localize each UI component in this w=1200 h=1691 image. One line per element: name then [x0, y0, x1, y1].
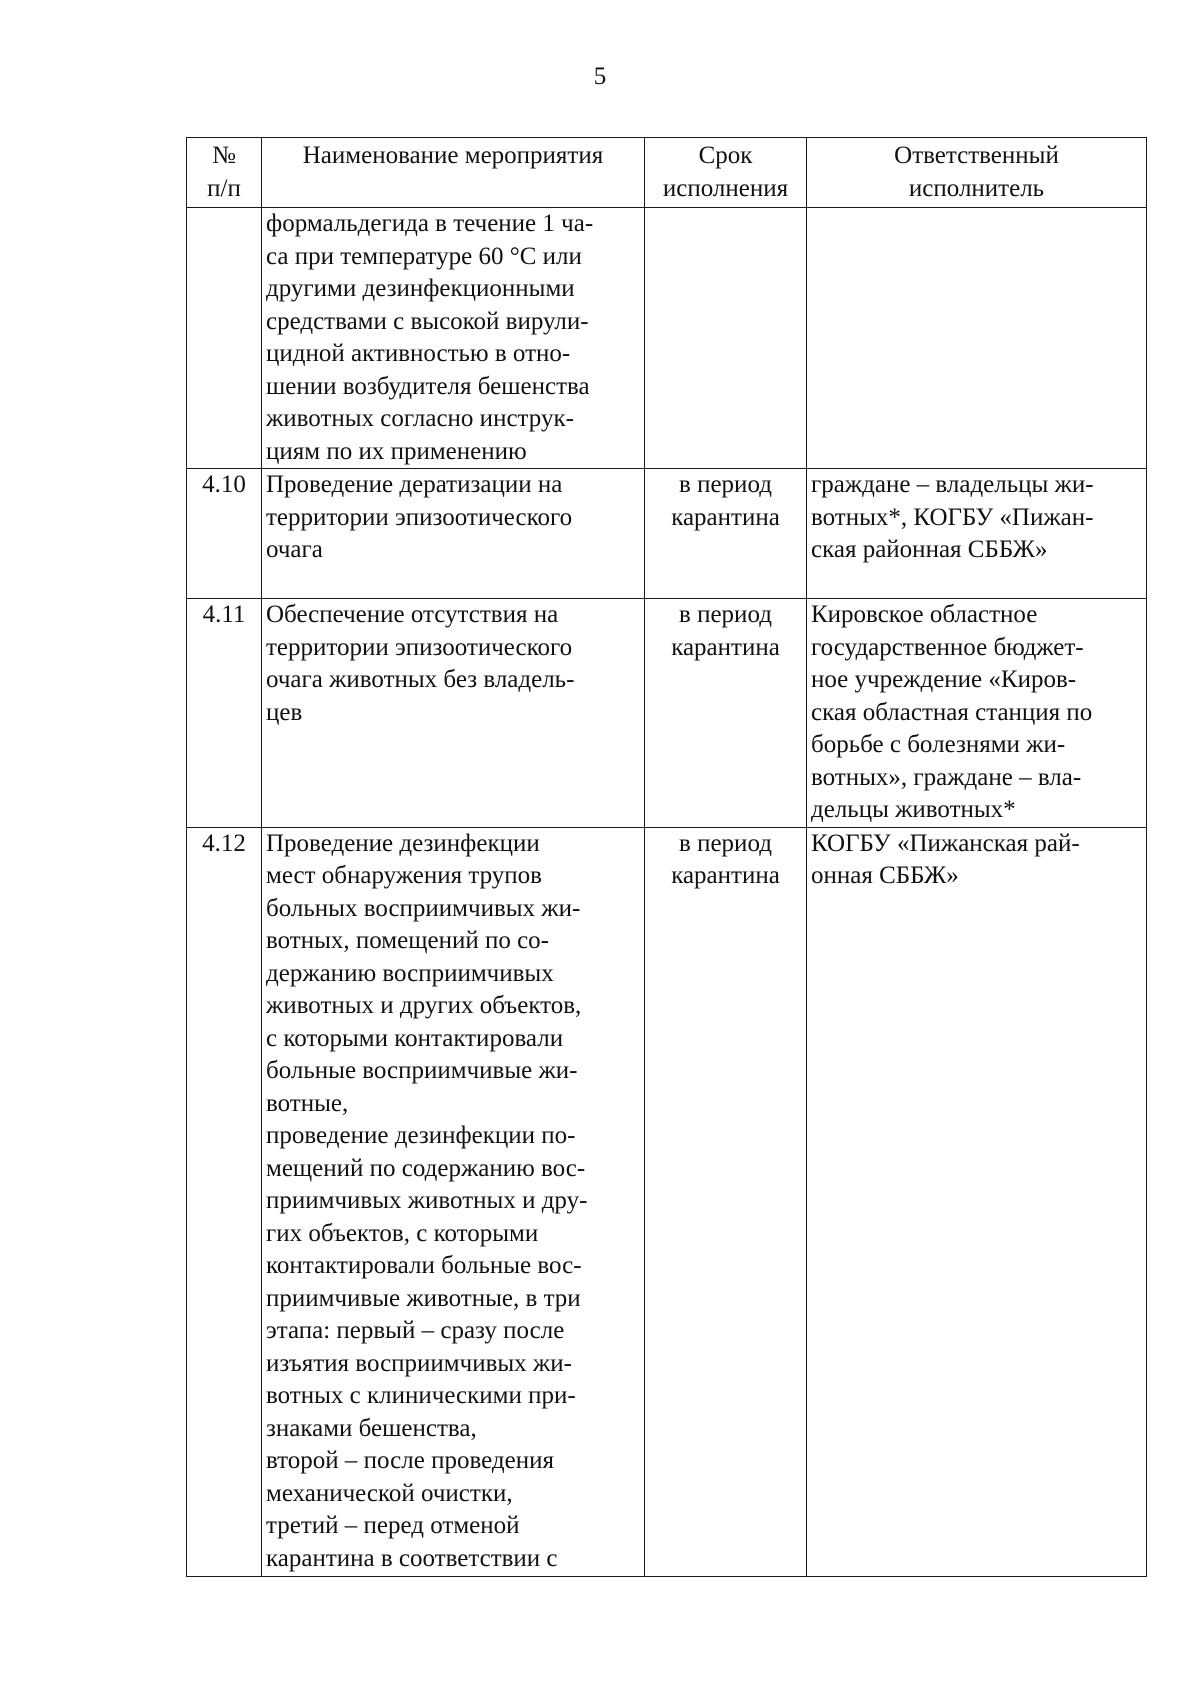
row-name-line: Проведение дератизации на: [266, 471, 563, 498]
row-name: [262, 469, 645, 599]
row-name-line: второй – после проведения: [266, 1447, 554, 1474]
header-responsible-line: исполнитель: [908, 174, 1045, 202]
row-number: [187, 208, 262, 469]
row-name-line: этапа: первый – сразу после: [266, 1317, 565, 1344]
row-responsible-line: граждане – владельцы жи-: [811, 471, 1094, 498]
row-name-line: карантина в соответствии с: [266, 1544, 558, 1572]
row-term: [645, 827, 807, 1576]
row-term: [645, 599, 807, 828]
row-name-line: приимчивых животных и дру-: [266, 1187, 588, 1214]
row-name-line: циям по их применению: [266, 437, 527, 465]
row-name-line: вотных, помещений по со-: [266, 927, 550, 954]
row-name-line: Обеспечение отсутствия на: [266, 601, 559, 628]
table-row-4-10: [187, 469, 1147, 599]
row-name-line: держанию восприимчивых: [266, 959, 554, 987]
header-number-line: №: [212, 142, 236, 169]
measures-table: [186, 137, 1147, 1577]
row-responsible-line: онная СББЖ»: [811, 862, 959, 889]
row-name: [262, 827, 645, 1576]
row-responsible-line: государственное бюджет-: [811, 633, 1084, 661]
row-responsible: [807, 208, 1147, 469]
row-name-line: са при температуре 60 °С или: [266, 242, 582, 270]
row-name-line: третий – перед отменой: [266, 1512, 520, 1539]
row-name-line: контактировали больные вос-: [266, 1252, 582, 1279]
row-name-line: приимчивые животные, в три: [266, 1284, 581, 1312]
row-name-line: шении возбудителя бешенства: [266, 372, 590, 400]
header-responsible: [807, 138, 1147, 208]
table-row-4-12: [187, 827, 1147, 1576]
row-name-line: вотных с клиническими при-: [266, 1382, 576, 1409]
row-term-line: в период: [679, 471, 772, 498]
row-name-line: больных восприимчивых жи-: [266, 894, 581, 922]
header-term-line: Срок: [698, 142, 753, 169]
row-term-line: карантина: [671, 633, 780, 661]
row-responsible-line: борьбе с болезнями жи-: [811, 731, 1066, 758]
row-name-line: средствами с высокой вирули-: [266, 307, 589, 335]
row-name-line: мещений по содержанию вос-: [266, 1154, 586, 1182]
table-row-continuation: [187, 208, 1147, 469]
row-name-line: изъятия восприимчивых жи-: [266, 1349, 572, 1377]
row-name-line: очага: [266, 536, 323, 563]
row-name-line: гих объектов, с которыми: [266, 1219, 539, 1247]
table-row-4-11: [187, 599, 1147, 828]
header-responsible-line: Ответственный: [894, 142, 1059, 169]
row-name-line: очага животных без владель-: [266, 666, 575, 693]
row-name-line: животных и других объектов,: [266, 992, 582, 1019]
row-responsible-line: ное учреждение «Киров-: [811, 666, 1077, 693]
row-name-line: знаками бешенства,: [266, 1414, 477, 1442]
row-number: 4.12: [187, 827, 262, 1576]
row-name-line: механической очистки,: [266, 1479, 513, 1507]
row-term-line: карантина: [671, 503, 780, 531]
row-name-line: вотные,: [266, 1089, 349, 1117]
row-name-line: мест обнаружения трупов: [266, 862, 542, 889]
row-term: [645, 208, 807, 469]
row-name-line: территории эпизоотического: [266, 503, 573, 531]
row-name-line: цев: [266, 698, 303, 726]
row-term-line: карантина: [671, 862, 780, 889]
row-responsible-line: дельцы животных*: [811, 796, 1016, 823]
table-header-row: [187, 138, 1147, 208]
header-name-line: Наименование мероприятия: [302, 142, 604, 169]
row-responsible: [807, 827, 1147, 1576]
header-term-line: исполнения: [662, 174, 789, 202]
row-responsible-line: вотных*, КОГБУ «Пижан-: [811, 503, 1094, 531]
row-term: [645, 469, 807, 599]
header-name: [262, 138, 645, 208]
row-number: 4.10: [187, 469, 262, 599]
row-name: [262, 208, 645, 469]
row-name-line: проведение дезинфекции по-: [266, 1122, 576, 1149]
row-responsible: [807, 599, 1147, 828]
row-term-line: в период: [679, 601, 772, 628]
row-name-line: животных согласно инструк-: [266, 405, 574, 432]
row-responsible-line: вотных», граждане – вла-: [811, 763, 1082, 791]
row-responsible-line: ская областная станция по: [811, 698, 1093, 726]
row-name-line: с которыми контактировали: [266, 1024, 564, 1052]
row-term-line: в период: [679, 829, 772, 857]
header-number-line: п/п: [207, 174, 241, 202]
row-responsible: [807, 469, 1147, 599]
row-name: [262, 599, 645, 828]
header-number: [187, 138, 262, 208]
row-name-line: цидной активностью в отно-: [266, 340, 571, 367]
row-name-line: больные восприимчивые жи-: [266, 1057, 578, 1084]
header-term: [645, 138, 807, 208]
row-name-line: формальдегида в течение 1 ча-: [266, 210, 594, 237]
row-responsible-line: ская районная СББЖ»: [811, 536, 1048, 563]
row-number: 4.11: [187, 599, 262, 828]
row-name-line: Проведение дезинфекции: [266, 829, 540, 857]
row-name-line: территории эпизоотического: [266, 633, 573, 661]
row-responsible-line: КОГБУ «Пижанская рай-: [811, 829, 1080, 857]
row-responsible-line: Кировское областное: [811, 601, 1038, 628]
page-number: 5: [593, 63, 607, 90]
row-name-line: другими дезинфекционными: [266, 275, 575, 302]
